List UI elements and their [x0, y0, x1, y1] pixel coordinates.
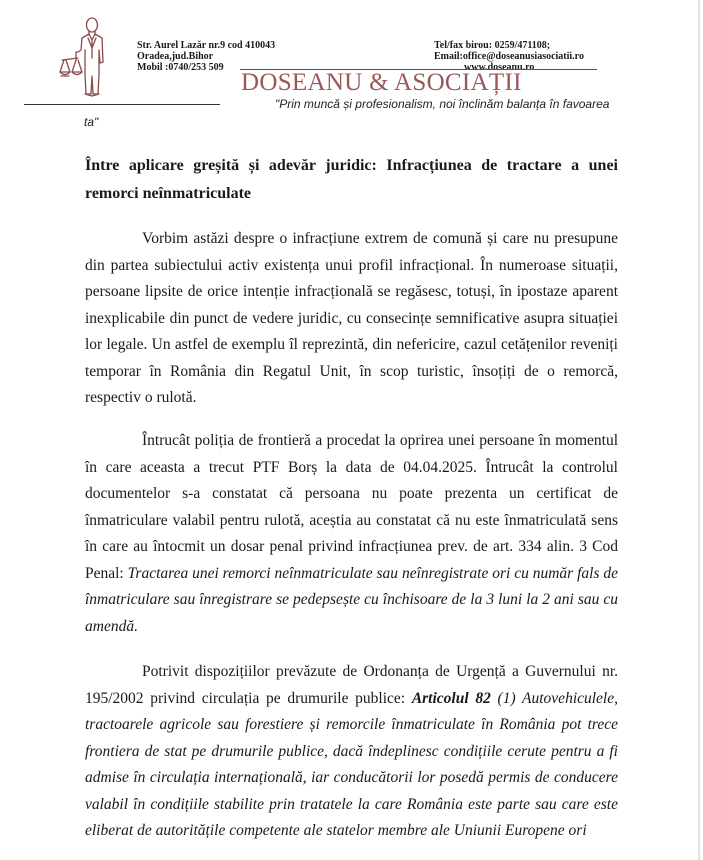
article-paragraph-1: Vorbim astăzi despre o infracțiune extrem de comună și care nu presupune din partea subiectului activ existența unui profil infracțional. În numeroase situații, persoane lipsite de orice intenție infracțională se regăsesc, totuși, în ipostaze aparent inexplicabile din punct de vedere juridic, cu consecințe semnificative asupra situației lor legale. Un astfel de exemplu îl reprezintă, din nefericire, cazul cetățenilor reveniți temporar în România din Regatul Unit, în scop turistic, însoțiți de o remorcă, respectiv o rulotă.: [85, 230, 618, 406]
header-left-rule: [24, 104, 220, 105]
address-line-mobile: Mobil :0740/253 509: [137, 62, 224, 73]
article-paragraph-2: [85, 428, 618, 640]
address-line-street: Str. Aurel Lazăr nr.9 cod 410043: [137, 40, 276, 51]
firm-brand-name: DOSEANU & ASOCIAȚII: [241, 69, 522, 96]
article-paragraph-3: [85, 659, 618, 845]
paragraph-3-text: Potrivit dispozițiilor prevăzute de Ordonanța de Urgență a Guvernului nr. 195/2002 privind circulația pe drumurile publice:: [85, 663, 618, 707]
contact-email[interactable]: Email:office@doseanusiasociatii.ro: [434, 51, 584, 62]
address-line-city: Oradea,jud.Bihor: [137, 51, 214, 62]
article-title: Între aplicare greșită și adevăr juridic: Infracțiunea de tractare a unei remorci neînmatriculate: [85, 157, 618, 202]
firm-motto: "Prin muncă și profesionalism, noi înclinăm balanța în favoarea: [275, 97, 610, 111]
contact-phone: Tel/fax birou: 0259/471108;: [434, 40, 551, 51]
criminal-code-quote: Tractarea unei remorci neînmatriculate sau neînregistrate ori cu număr fals de înmatriculare sau înregistrare se pedepsește cu închisoare de la 3 luni la 2 ani sau cu amendă.: [85, 564, 618, 635]
paragraph-2-text: Întrucât poliția de frontieră a procedat la oprirea unei persoane în momentul în care aceasta a trecut PTF Borș la data de 04.04.2025. Întrucât la controlul documentelor s-a constatat că persoana nu poate prezenta un certificat de înmatriculare valabil pentru rulotă, aceștia au constatat că nu este înmatriculată sens în care au întocmit un dosar penal privind infracțiunea prev. de art. 334 alin. 3 Cod Penal:: [85, 432, 618, 582]
contact-website[interactable]: www.doseanu.ro: [464, 62, 535, 73]
ordinance-quote: (1) Autovehiculele, tractoarele agricole sau forestiere și remorcile înmatriculate în România pot trece frontiera de stat pe drumurile publice, dacă îndeplinesc condițiile cerute pentru a fi admise în circulația internațională, iar conducătorii lor posedă permis de conducere valabil în condițiile stabilite prin tratatele la care România este parte sau care este eliberat de autoritățile competente ale statelor membre ale Uniunii Europene ori: [85, 689, 618, 839]
lawyer-scales-icon: [56, 14, 118, 98]
firm-motto-end: ta": [84, 115, 99, 129]
law-article-reference: Articolul 82: [411, 689, 491, 707]
